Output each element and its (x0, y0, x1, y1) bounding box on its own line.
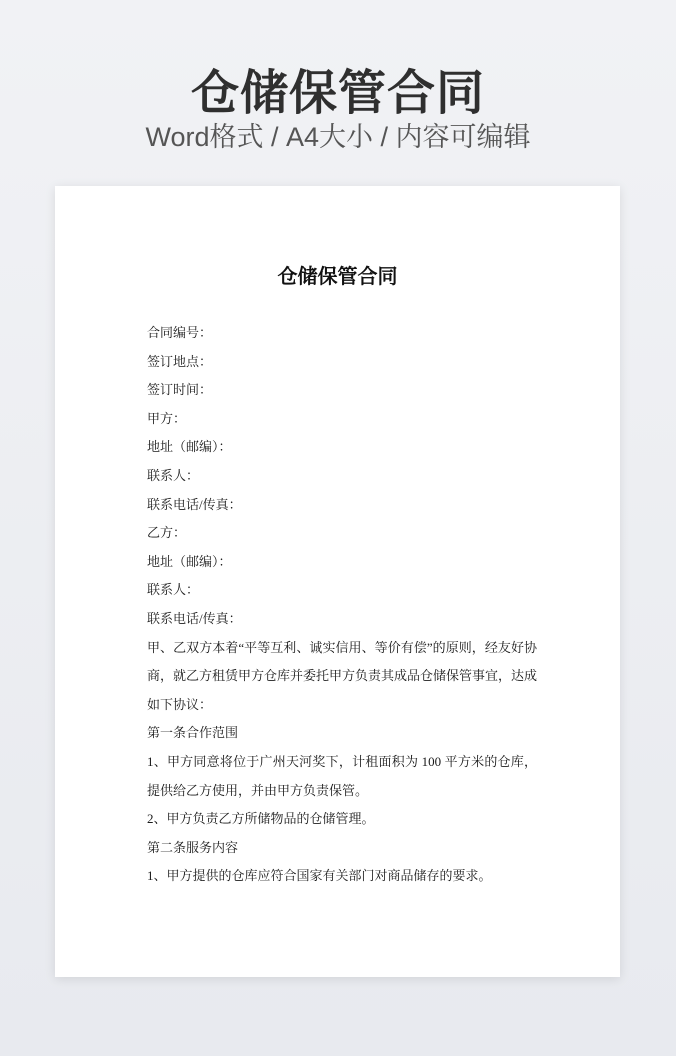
document-page (55, 186, 620, 977)
field-party-a: 甲方： (147, 410, 187, 426)
field-party-a-phone: 联系电话/传真： (147, 496, 242, 512)
section-2-heading: 第二条服务内容 (147, 839, 239, 855)
document-body (147, 319, 537, 891)
section-2-item-1: 1、甲方提供的仓库应符合国家有关部门对商品储存的要求。 (147, 868, 492, 884)
section-1-item-1: 1、甲方同意将位于广州天河奖下，计租面积为 100 平方米的仓库，提供给乙方使用，并由甲方负责保管。 (147, 753, 537, 798)
banner-subtitle: Word格式 / A4大小 / 内容可编辑 (145, 122, 531, 152)
section-1-item-2: 2、甲方负责乙方所储物品的仓储管理。 (147, 811, 375, 827)
field-party-a-contact: 联系人： (147, 467, 200, 483)
field-party-b-address: 地址（邮编）： (147, 553, 232, 569)
document-title: 仓储保管合同 (277, 264, 398, 288)
field-party-b: 乙方： (147, 525, 187, 541)
field-party-b-contact: 联系人： (147, 582, 200, 598)
field-party-a-address: 地址（邮编）： (147, 439, 232, 455)
field-signing-place: 签订地点： (147, 353, 213, 369)
field-contract-number: 合同编号： (147, 325, 213, 340)
preamble-paragraph: 甲、乙双方本着“平等互利、诚实信用、等价有偿”的原则，经友好协商，就乙方租赁甲方仓库并委托甲方负责其成品仓储保管事宜，达成如下协议： (147, 639, 538, 712)
banner-title: 仓储保管合同 (190, 67, 485, 120)
section-1-heading: 第一条合作范围 (147, 725, 239, 741)
field-party-b-phone: 联系电话/传真： (147, 610, 242, 626)
field-signing-time: 签订时间： (147, 382, 213, 398)
